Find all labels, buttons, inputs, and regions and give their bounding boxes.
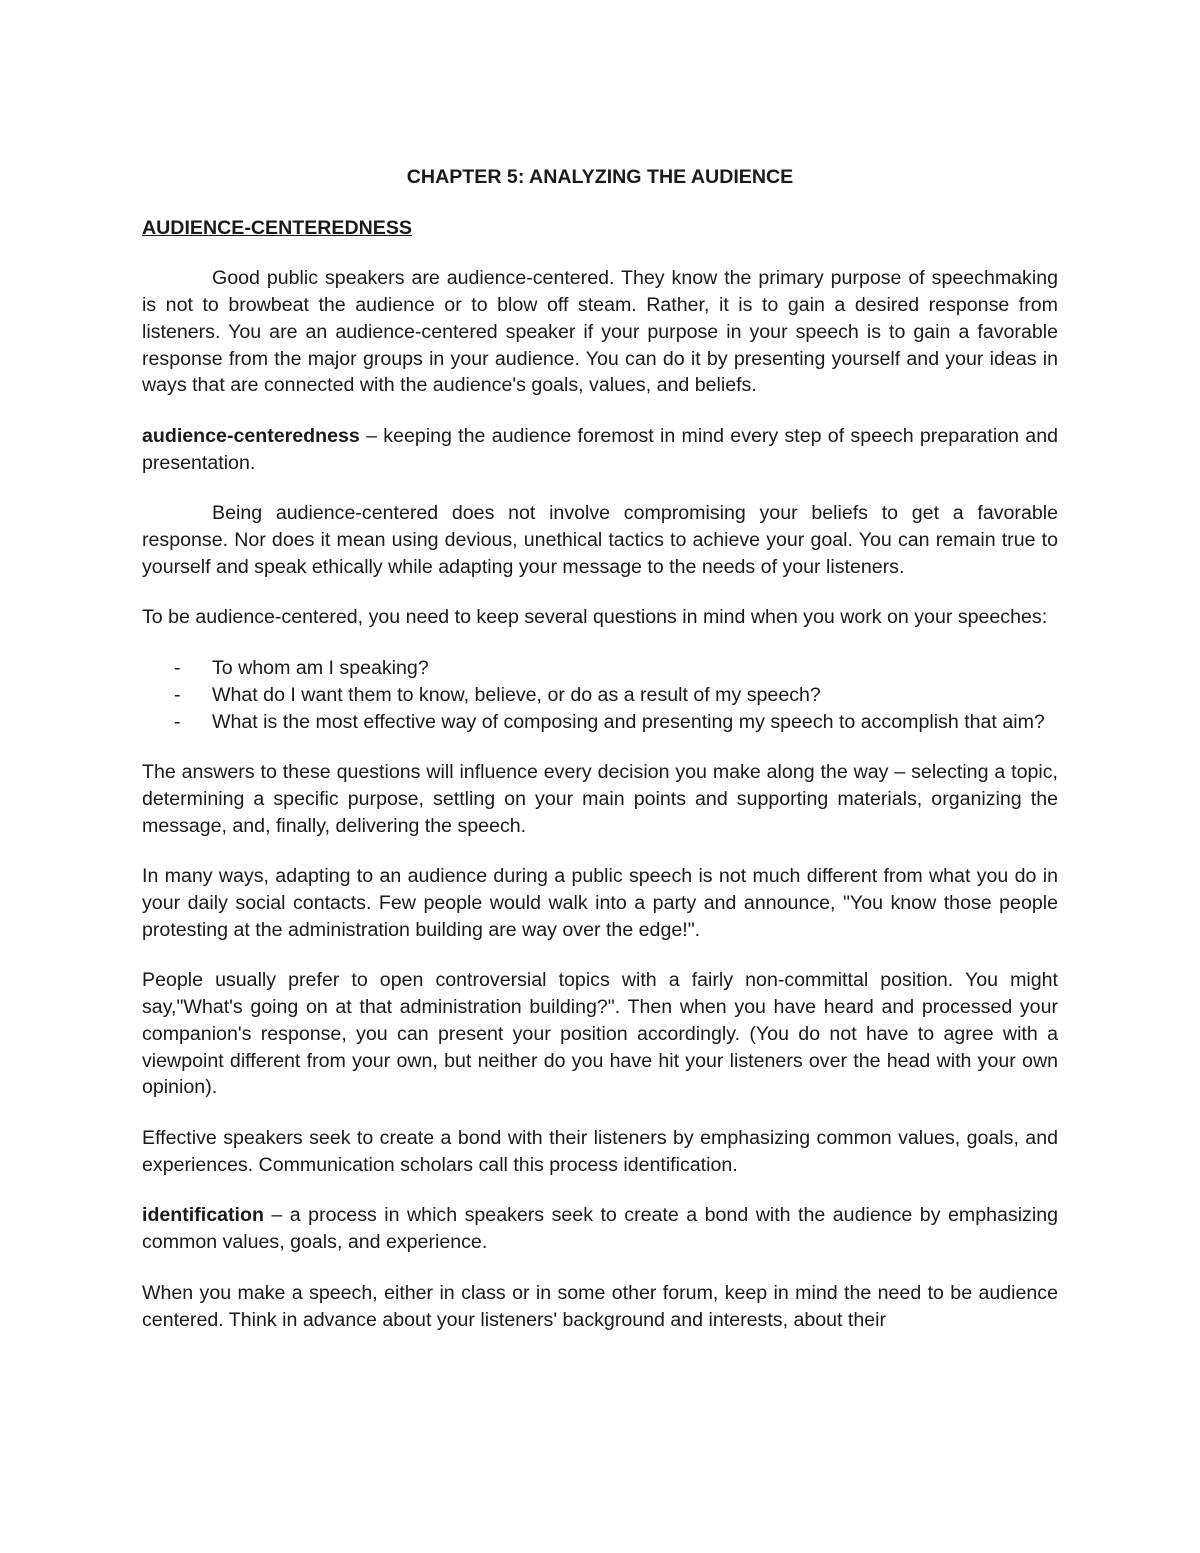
list-item [142, 709, 1058, 736]
paragraph-questions-intro: To be audience-centered, you need to keep several questions in mind when you work on your speeches: [142, 606, 1048, 629]
definition-term: identification [142, 1204, 264, 1227]
bullet-dash: - [174, 657, 181, 680]
bullet-dash: - [174, 710, 181, 733]
paragraph-adapting: In many ways, adapting to an audience during a public speech is not much different from what you do in your daily social contacts. Few people would walk into a party and announce, "You know those people protesting at the administration building are way over the edge!". [142, 865, 1058, 941]
definition-term: audience-centeredness [142, 424, 360, 447]
definition-text: – keeping the audience foremost in mind every step of speech preparation and presentation. [142, 424, 1058, 474]
list-item-text: What do I want them to know, believe, or do as a result of my speech? [212, 683, 821, 706]
paragraph-closing: When you make a speech, either in class or in some other forum, keep in mind the need to be audience centered. Think in advance about your listeners' background and interests, about their [142, 1281, 1058, 1331]
list-item-text: What is the most effective way of composing and presenting my speech to accomplish that aim? [212, 710, 1045, 733]
section-heading: AUDIENCE-CENTEREDNESS [142, 216, 412, 239]
definition-text: – a process in which speakers seek to create a bond with the audience by emphasizing common values, goals, and experience. [142, 1204, 1058, 1254]
paragraph-ethics: Being audience-centered does not involve compromising your beliefs to get a favorable response. Nor does it mean using devious, unethical tactics to achieve your goal. You can remain true to yourself and speak ethically while adapting your message to the needs of your listeners. [142, 502, 1058, 578]
list-item [142, 655, 1058, 682]
paragraph-controversial: People usually prefer to open controversial topics with a fairly non-committal position. You might say,"What's going on at that administration building?". Then when you have heard and processed your companion's response, you can present your position accordingly. (You do not have to agree with a viewpoint different from your own, but neither do you have hit your listeners over the head with your own opinion). [142, 969, 1058, 1099]
list-item [142, 682, 1058, 709]
paragraph-identification: Effective speakers seek to create a bond with their listeners by emphasizing common values, goals, and experiences. Communication scholars call this process identification. [142, 1126, 1058, 1176]
chapter-title: CHAPTER 5: ANALYZING THE AUDIENCE [406, 166, 794, 188]
questions-list [142, 655, 1058, 735]
definition-audience-centeredness [142, 423, 1058, 476]
paragraph-answers: The answers to these questions will influence every decision you make along the way – selecting a topic, determining a specific purpose, settling on your main points and supporting materials, organizing the message, and, finally, delivering the speech. [142, 761, 1058, 837]
bullet-dash: - [174, 683, 181, 706]
paragraph-intro: Good public speakers are audience-centered. They know the primary purpose of speechmaking is not to browbeat the audience or to blow off steam. Rather, it is to gain a desired response from listeners. You are an audience-centered speaker if your purpose in your speech is to gain a favorable response from the major groups in your audience. You can do it by presenting yourself and your ideas in ways that are connected with the audience's goals, values, and beliefs. [142, 267, 1058, 397]
definition-identification [142, 1202, 1058, 1255]
list-item-text: To whom am I speaking? [212, 657, 429, 680]
document-page [142, 164, 1058, 1357]
